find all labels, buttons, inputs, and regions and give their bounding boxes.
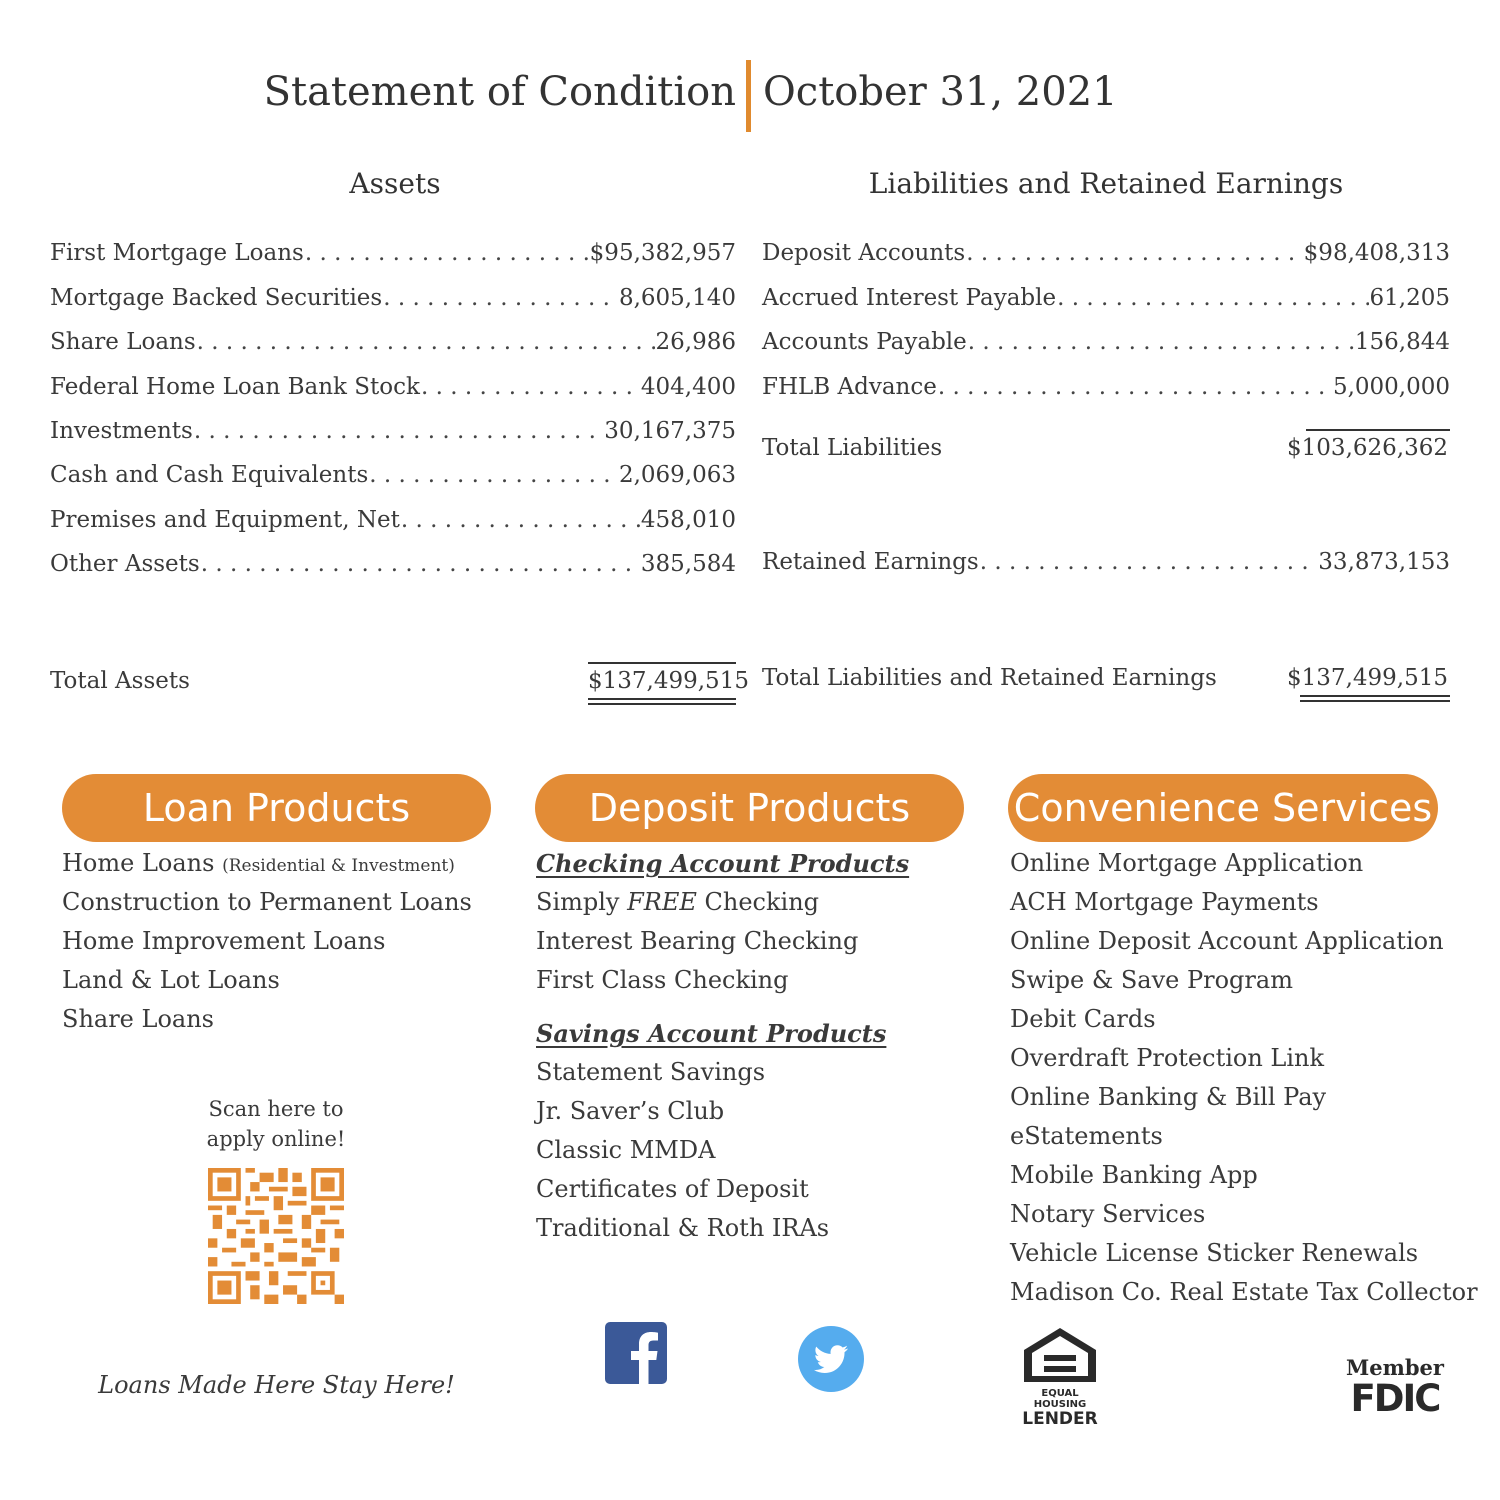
asset-row (50, 327, 736, 357)
liabilities-heading: Liabilities and Retained Earnings (868, 167, 1344, 200)
twitter-icon[interactable] (798, 1326, 864, 1392)
asset-label: Premises and Equipment, Net (50, 507, 400, 533)
loan-item-note: (Residential & Investment) (222, 856, 455, 876)
rule (1306, 429, 1450, 431)
asset-row (50, 505, 736, 535)
loan-item-label: Home Loans (62, 849, 223, 877)
leader-dots (401, 505, 640, 535)
leader-dots (938, 372, 1332, 402)
scan-line: Scan here to (208, 1097, 344, 1121)
liability-label: Accrued Interest Payable (762, 285, 1057, 311)
list-item: Debit Cards (1010, 1005, 1156, 1033)
liability-value: 156,844 (1354, 329, 1450, 355)
leader-dots (197, 327, 655, 357)
asset-value: 404,400 (640, 374, 736, 400)
item-emphasis: FREE (627, 888, 697, 916)
checking-heading: Checking Account Products (536, 849, 910, 878)
savings-heading: Savings Account Products (536, 1019, 887, 1048)
list-item: Land & Lot Loans (62, 966, 280, 994)
leader-dots (194, 416, 603, 446)
list-item: Jr. Saver’s Club (536, 1097, 725, 1125)
total-assets-label: Total Assets (50, 668, 190, 694)
retained-earnings-row (762, 547, 1450, 577)
assets-heading: Assets (349, 167, 441, 200)
list-item: Statement Savings (536, 1058, 766, 1086)
list-item: Interest Bearing Checking (536, 927, 859, 955)
liability-row (762, 327, 1450, 357)
leader-dots (980, 547, 1318, 577)
list-item: Traditional & Roth IRAs (536, 1214, 830, 1242)
statement-date: October 31, 2021 (763, 69, 1118, 115)
list-item: Online Banking & Bill Pay (1010, 1083, 1327, 1111)
equal-housing-line1: EQUAL HOUSING (1033, 1388, 1087, 1410)
list-item (62, 844, 472, 883)
leader-dots (383, 283, 618, 313)
total-liabilities-label: Total Liabilities (762, 435, 943, 461)
rule (588, 698, 736, 700)
asset-value: 2,069,063 (618, 462, 736, 488)
leader-dots (966, 238, 1302, 268)
asset-label: Cash and Cash Equivalents (50, 462, 369, 488)
asset-label: Other Assets (50, 551, 200, 577)
equal-housing-logo (1015, 1326, 1105, 1428)
list-item: Construction to Permanent Loans (62, 888, 472, 916)
scan-caption (176, 1094, 376, 1154)
list-item: ACH Mortgage Payments (1010, 888, 1319, 916)
retained-earnings-value: 33,873,153 (1318, 549, 1450, 575)
deposit-products-list (536, 844, 909, 1000)
asset-value: 30,167,375 (604, 418, 736, 444)
list-item: Overdraft Protection Link (1010, 1044, 1325, 1072)
statement-title: Statement of Condition (263, 69, 736, 115)
liability-value: $98,408,313 (1303, 240, 1450, 266)
list-item: Online Deposit Account Application (1010, 927, 1444, 955)
fdic-logo (1340, 1356, 1450, 1418)
asset-value: 8,605,140 (618, 285, 736, 311)
equal-housing-icon (1020, 1326, 1100, 1384)
list-item: eStatements (1010, 1122, 1163, 1150)
leader-dots (369, 460, 618, 490)
list-item: Classic MMDA (536, 1136, 716, 1164)
fdic-member: Member (1346, 1355, 1444, 1380)
leader-dots (201, 549, 640, 579)
total-assets-value: $137,499,515 (588, 668, 749, 694)
facebook-icon[interactable] (605, 1322, 667, 1384)
total-liabilities-value: $103,626,362 (1287, 435, 1448, 461)
retained-earnings-label: Retained Earnings (762, 549, 979, 575)
liability-row (762, 283, 1450, 313)
list-item: Mobile Banking App (1010, 1161, 1258, 1189)
liability-value: 5,000,000 (1332, 374, 1450, 400)
grand-total-label: Total Liabilities and Retained Earnings (762, 665, 1217, 691)
asset-value: 385,584 (640, 551, 736, 577)
asset-row (50, 549, 736, 579)
equal-housing-line2: LENDER (1022, 1409, 1098, 1429)
list-item: Swipe & Save Program (1010, 966, 1293, 994)
leader-dots (1057, 283, 1368, 313)
liability-value: 61,205 (1369, 285, 1450, 311)
list-item: Vehicle License Sticker Renewals (1010, 1239, 1419, 1267)
slogan: Loans Made Here Stay Here! (98, 1371, 455, 1399)
asset-value: $95,382,957 (589, 240, 736, 266)
list-item: Certificates of Deposit (536, 1175, 809, 1203)
asset-label: Share Loans (50, 329, 196, 355)
rule (1300, 695, 1450, 697)
convenience-services-list (1010, 844, 1478, 1312)
grand-total-value: $137,499,515 (1287, 665, 1448, 691)
leader-dots (421, 372, 640, 402)
loan-products-list (62, 844, 472, 1039)
asset-row (50, 372, 736, 402)
liability-row (762, 238, 1450, 268)
convenience-services-header: Convenience Services (1008, 774, 1438, 842)
scan-line: apply online! (206, 1127, 346, 1151)
fdic-name: FDIC (1350, 1377, 1440, 1420)
asset-label: First Mortgage Loans (50, 240, 304, 266)
asset-row (50, 238, 736, 268)
list-item: Online Mortgage Application (1010, 849, 1364, 877)
item-text: Simply (536, 888, 628, 916)
liability-row (762, 372, 1450, 402)
leader-dots (968, 327, 1354, 357)
list-item: First Class Checking (536, 966, 789, 994)
list-item: Madison Co. Real Estate Tax Collector (1010, 1278, 1478, 1306)
liability-label: Deposit Accounts (762, 240, 966, 266)
asset-value: 458,010 (640, 507, 736, 533)
asset-row (50, 460, 736, 490)
asset-row (50, 283, 736, 313)
list-item: Home Improvement Loans (62, 927, 386, 955)
asset-label: Federal Home Loan Bank Stock (50, 374, 420, 400)
list-item: Notary Services (1010, 1200, 1206, 1228)
loan-products-header: Loan Products (62, 774, 491, 842)
rule (1300, 700, 1450, 702)
item-text: Checking (696, 888, 820, 916)
asset-row (50, 416, 736, 446)
asset-label: Mortgage Backed Securities (50, 285, 383, 311)
list-item: Share Loans (62, 1005, 214, 1033)
liability-label: Accounts Payable (762, 329, 967, 355)
leader-dots (305, 238, 589, 268)
deposit-products-header: Deposit Products (535, 774, 964, 842)
rule (588, 703, 736, 705)
rule (588, 662, 736, 664)
asset-label: Investments (50, 418, 193, 444)
asset-value: 26,986 (655, 329, 736, 355)
list-item (536, 883, 909, 922)
savings-products-list (536, 1014, 886, 1248)
qr-code-icon[interactable] (205, 1168, 347, 1304)
title-divider (746, 60, 751, 132)
liability-label: FHLB Advance (762, 374, 937, 400)
